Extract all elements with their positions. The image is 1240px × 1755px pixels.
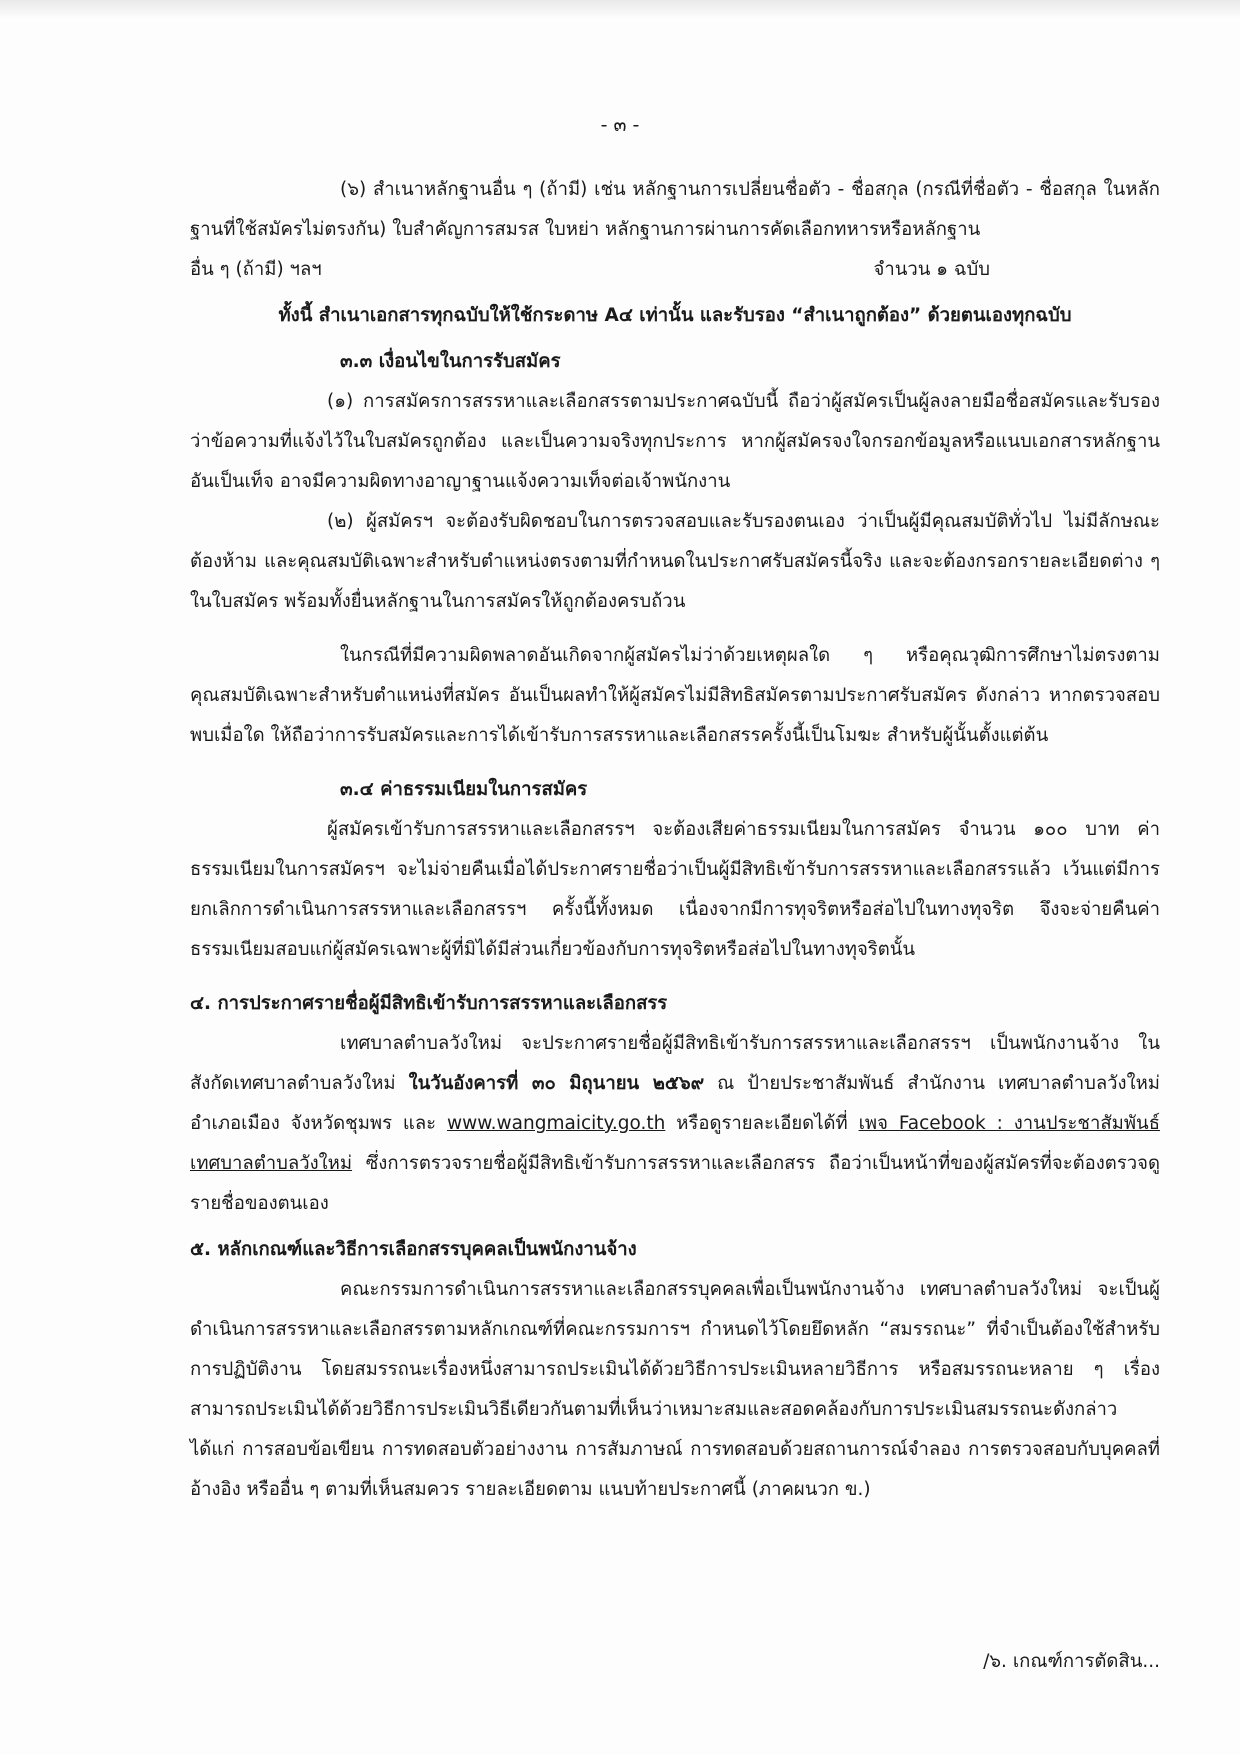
announcement-date: ในวันอังคารที่ ๓๐ มิถุนายน ๒๕๖๙: [408, 1073, 705, 1094]
section-3-3-note: ในกรณีที่มีความผิดพลาดอันเกิดจากผู้สมัครไม่ว่าด้วยเหตุผลใด ๆ หรือคุณวุฒิการศึกษาไม่ตรงตามคุณสมบัติเฉพาะสำหรับตำแหน่งที่สมัคร อันเป็นผลทำให้ผู้สมัครไม่มีสิทธิสมัครตามประกาศรับสมัคร ดังกล่าว หากตรวจสอบพบเมื่อใด ให้ถือว่าการรับสมัครและการได้เข้ารับการสรรหาและเลือกสรรครั้งนี้เป็นโมฆะ สำหรับผู้นั้นตั้งแต่ต้น: [190, 645, 1160, 746]
section-4-text-a: เทศบาลตำบลวังใหม่ จะประกาศรายชื่อผู้มีสิทธิเข้ารับการสรรหาและเลือกสรรฯ เป็นพนักงานจ้าง ในสังกัดเทศบาลตำบลวังใหม่: [190, 1033, 1160, 1094]
page-number: - ๓ -: [600, 114, 640, 136]
continuation-note: /๖. เกณฑ์การตัดสิน...: [983, 1651, 1160, 1672]
scan-edge: [0, 0, 1240, 18]
section-3-3-item-2: (๒) ผู้สมัครฯ จะต้องรับผิดชอบในการตรวจสอบและรับรองตนเอง ว่าเป็นผู้มีคุณสมบัติทั่วไป ไม่มีลักษณะต้องห้าม และคุณสมบัติเฉพาะสำหรับตำแหน่งตรงตามที่กำหนดในประกาศรับสมัครนี้จริง และจะต้องกรอกรายละเอียดต่าง ๆ ในใบสมัคร พร้อมทั้งยื่นหลักฐานในการสมัครให้ถูกต้องครบถ้วน: [190, 511, 1160, 612]
document-body: [190, 170, 1160, 1510]
section-3-3-heading: ๓.๓ เงื่อนไขในการรับสมัคร: [340, 351, 561, 372]
facebook-page-link[interactable]: เพจ Facebook : งานประชาสัมพันธ์เทศบาลตำบลวังใหม่: [190, 1113, 1160, 1174]
section-3-4-heading: ๓.๔ ค่าธรรมเนียมในการสมัคร: [340, 779, 588, 800]
section-4-text-c: หรือดูรายละเอียดได้ที่: [665, 1113, 859, 1134]
section-3-3-item-1: (๑) การสมัครการสรรหาและเลือกสรรตามประกาศฉบับนี้ ถือว่าผู้สมัครเป็นผู้ลงลายมือชื่อสมัครและรับรองว่าข้อความที่แจ้งไว้ในใบสมัครถูกต้อง และเป็นความจริงทุกประการ หากผู้สมัครจงใจกรอกข้อมูลหรือแนบเอกสารหลักฐานอันเป็นเท็จ อาจมีความผิดทางอาญาฐานแจ้งความเท็จต่อเจ้าพนักงาน: [190, 391, 1160, 492]
section-3-4-fee-text: ผู้สมัครเข้ารับการสรรหาและเลือกสรรฯ จะต้องเสียค่าธรรมเนียมในการสมัคร จำนวน ๑๐๐ บาท ค่าธรรมเนียมในการสมัครฯ จะไม่จ่ายคืนเมื่อได้ประกาศรายชื่อว่าเป็นผู้มีสิทธิเข้ารับการสรรหาและเลือกสรรแล้ว เว้นแต่มีการยกเลิกการดำเนินการสรรหาและเลือกสรรฯ ครั้งนี้ทั้งหมด เนื่องจากมีการทุจริตหรือส่อไปในทางทุจริต จึงจะจ่ายคืนค่าธรรมเนียมสอบแก่ผู้สมัครเฉพาะผู้ที่มิได้มีส่วนเกี่ยวข้องกับการทุจริตหรือส่อไปในทางทุจริตนั้น: [190, 819, 1160, 960]
item-6-copies: จำนวน ๑ ฉบับ: [873, 259, 990, 280]
section-4-text-d: ซึ่งการตรวจรายชื่อผู้มีสิทธิเข้ารับการสรรหาและเลือกสรร ถือว่าเป็นหน้าที่ของผู้สมัครที่จะต้องตรวจดูรายชื่อของตนเอง: [190, 1153, 1160, 1214]
item-6-tail: อื่น ๆ (ถ้ามี) ฯลฯ: [190, 259, 322, 280]
item-6-last-line: [190, 250, 1160, 290]
section-4-text: [190, 1024, 1160, 1224]
section-5-heading: ๕. หลักเกณฑ์และวิธีการเลือกสรรบุคคลเป็นพนักงานจ้าง: [190, 1239, 637, 1260]
item-6-text: (๖) สำเนาหลักฐานอื่น ๆ (ถ้ามี) เช่น หลักฐานการเปลี่ยนชื่อตัว - ชื่อสกุล (กรณีที่ชื่อตัว - ชื่อสกุล ในหลักฐานที่ใช้สมัครไม่ตรงกัน) ใบสำคัญการสมรส ใบหย่า หลักฐานการผ่านการคัดเลือกทหารหรือหลักฐาน: [190, 179, 1160, 240]
section-5-text: คณะกรรมการดำเนินการสรรหาและเลือกสรรบุคคลเพื่อเป็นพนักงานจ้าง เทศบาลตำบลวังใหม่ จะเป็นผู้ดำเนินการสรรหาและเลือกสรรตามหลักเกณฑ์ที่คณะกรรมการฯ กำหนดไว้โดยยึดหลัก “สมรรถนะ” ที่จำเป็นต้องใช้สำหรับการปฏิบัติงาน โดยสมรรถนะเรื่องหนึ่งสามารถประเมินได้ด้วยวิธีการประเมินหลายวิธีการ หรือสมรรถนะหลาย ๆ เรื่อง สามารถประเมินได้ด้วยวิธีการประเมินวิธีเดียวกันตามที่เห็นว่าเหมาะสมและสอดคล้องกับการประเมินสมรรถนะดังกล่าว ได้แก่ การสอบข้อเขียน การทดสอบตัวอย่างงาน การสัมภาษณ์ การทดสอบด้วยสถานการณ์จำลอง การตรวจสอบกับบุคคลที่อ้างอิง หรืออื่น ๆ ตามที่เห็นสมควร รายละเอียดตาม แนบท้ายประกาศนี้ (ภาคผนวก ข.): [190, 1279, 1160, 1500]
section-4-heading: ๔. การประกาศรายชื่อผู้มีสิทธิเข้ารับการสรรหาและเลือกสรร: [190, 993, 668, 1014]
copy-certification-note: ทั้งนี้ สำเนาเอกสารทุกฉบับให้ใช้กระดาษ A๔ เท่านั้น และรับรอง “สำเนาถูกต้อง” ด้วยตนเองทุกฉบับ: [278, 305, 1072, 326]
section-4-text-b: ณ ป้ายประชาสัมพันธ์ สำนักงาน เทศบาลตำบลวังใหม่ อำเภอเมือง จังหวัดชุมพร และ: [190, 1073, 1161, 1134]
website-link[interactable]: www.wangmaicity.go.th: [446, 1113, 666, 1134]
